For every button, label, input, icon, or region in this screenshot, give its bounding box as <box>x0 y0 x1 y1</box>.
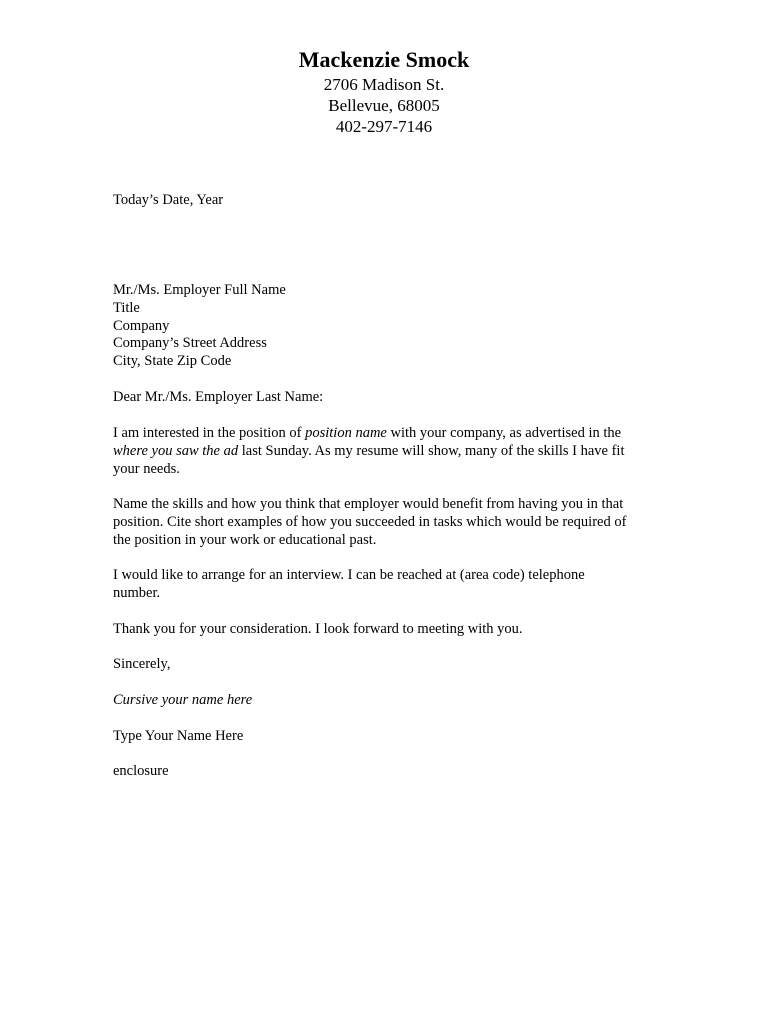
paragraph-interest-line-3: your needs. <box>113 460 180 477</box>
sender-name: Mackenzie Smock <box>298 47 470 72</box>
date-line <box>113 192 658 210</box>
sender-street: 2706 Madison St. <box>323 75 445 94</box>
salutation <box>113 389 658 407</box>
sender-city-zip: Bellevue, 68005 <box>328 96 440 115</box>
enclosure <box>113 763 658 781</box>
enclosure-text: enclosure <box>113 763 169 779</box>
salutation-text: Dear Mr./Ms. Employer Last Name: <box>113 389 324 405</box>
paragraph-interview-line-2: number. <box>113 584 161 601</box>
paragraph-interest-line-2 <box>113 443 658 461</box>
typed-name <box>113 728 658 746</box>
closing-text: Sincerely, <box>113 656 171 672</box>
letterhead <box>0 46 768 137</box>
p1-text-b: with your company, as advertised in the <box>386 425 622 441</box>
paragraph-interest-line-1 <box>113 425 658 443</box>
paragraph-skills-line-2: position. Cite short examples of how you succeeded in tasks which would be required of <box>113 513 627 530</box>
paragraph-interest <box>113 425 658 478</box>
signature <box>113 692 658 710</box>
signature-placeholder: Cursive your name here <box>113 692 253 708</box>
ad-source-placeholder: where you saw the ad <box>113 442 239 459</box>
paragraph-interview-line-1: I would like to arrange for an interview. I can be reached at (area code) telephone <box>113 567 585 583</box>
paragraph-thanks <box>113 621 658 639</box>
p1-text-a: I am interested in the position of <box>113 425 306 441</box>
paragraph-thanks-text: Thank you for your consideration. I look forward to meeting with you. <box>113 621 523 637</box>
position-name-placeholder: position name <box>305 425 387 441</box>
recipient-address <box>113 282 658 371</box>
recipient-title: Title <box>113 299 140 316</box>
recipient-company: Company <box>113 317 170 334</box>
typed-name-text: Type Your Name Here <box>113 728 244 744</box>
closing <box>113 656 658 674</box>
paragraph-interview <box>113 567 658 603</box>
paragraph-skills-line-3: the position in your work or educational past. <box>113 531 377 548</box>
paragraph-skills <box>113 496 658 549</box>
paragraph-skills-line-1: Name the skills and how you think that employer would benefit from having you in that <box>113 496 624 512</box>
date-text: Today’s Date, Year <box>113 192 224 208</box>
recipient-city-state-zip: City, State Zip Code <box>113 353 232 370</box>
p1-text-c: last Sunday. As my resume will show, many of the skills I have fit <box>238 442 625 459</box>
sender-phone: 402-297-7146 <box>335 117 433 136</box>
recipient-name: Mr./Ms. Employer Full Name <box>113 282 286 298</box>
recipient-street: Company’s Street Address <box>113 335 267 352</box>
